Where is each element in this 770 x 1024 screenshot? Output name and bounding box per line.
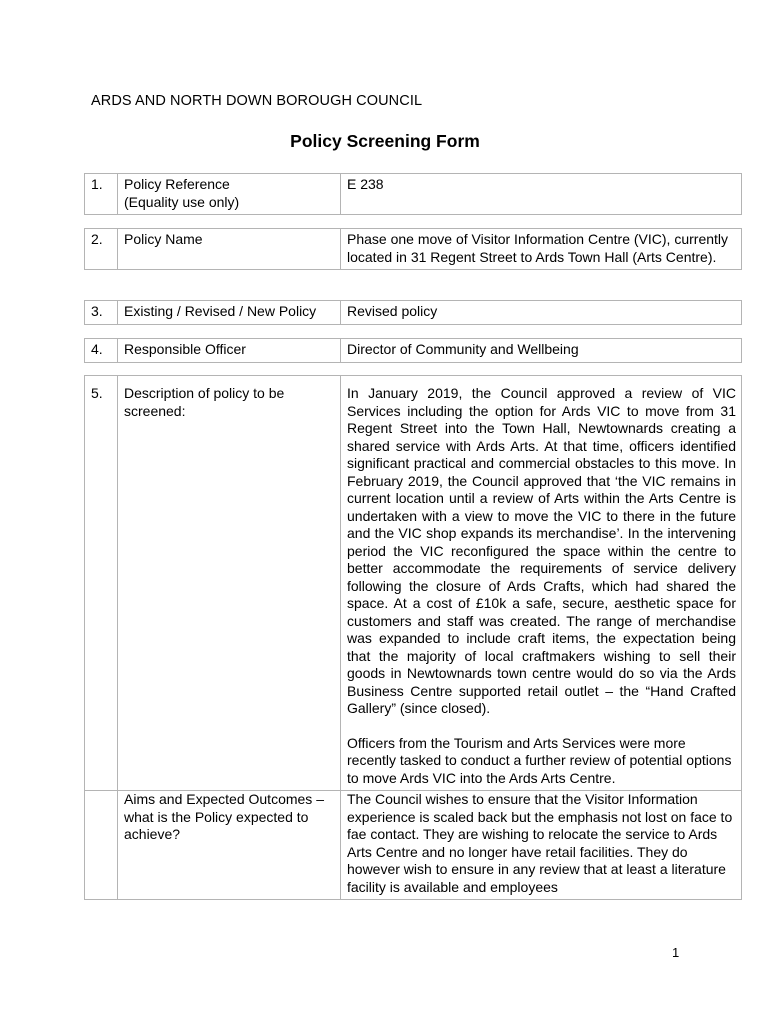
row-value: Phase one move of Visitor Information Centre (VIC), currently located in 31 Regent Street to Ards Town Hall (Arts Centre).	[341, 229, 742, 270]
row-label: Existing / Revised / New Policy	[118, 301, 341, 325]
row-value: Director of Community and Wellbeing	[341, 339, 742, 363]
row-label: Policy Name	[118, 229, 341, 270]
row-number: 1.	[85, 174, 118, 215]
row-number: 2.	[85, 229, 118, 270]
row-label: Responsible Officer	[118, 339, 341, 363]
description-paragraph: Officers from the Tourism and Arts Services were more recently tasked to conduct a further review of potential options to move Ards VIC into the Ards Arts Centre.	[347, 734, 732, 786]
row-value	[341, 376, 742, 791]
description-paragraph: In January 2019, the Council approved a review of VIC Services including the option for Ards VIC to move from 31 Regent Street into the Town Hall, Newtownards creating a shared service with Ards Arts. At that time, officers identified significant practical and commercial obstacles to this move. In February 2019, the Council approved that ‘the VIC remains in current location until a review of Arts within the Arts Centre is undertaken with a view to move the VIC to there in the future and the VIC shop expands its merchandise’. In the intervening period the VIC reconfigured the space within the centre to better accommodate the requirements of service delivery following the closure of Ards Crafts, which had shared the space. At a cost of £10k a safe, secure, aesthetic space for customers and staff was created. The range of merchandise was expanded to include craft items, the expectation being that the majority of local craftmakers wishing to sell their goods in Newtownards town centre would do so via the Ards Business Centre supported retail outlet – the “Hand Crafted Gallery” (since closed).	[347, 385, 736, 716]
page-number: 1	[672, 945, 680, 960]
label-line: Policy Reference	[124, 176, 230, 192]
row-policy-reference	[84, 173, 742, 215]
row-value: The Council wishes to ensure that the Visitor Information experience is scaled back but the emphasis not lost on face to fae contact. They are wishing to relocate the service to Ards Arts Centre and no longer have retail facilities. They do however wish to ensure in any review that at least a literature facility is available and employees	[341, 791, 742, 900]
row-policy-name	[84, 228, 742, 270]
row-number: 3.	[85, 301, 118, 325]
row-label: Aims and Expected Outcomes – what is the Policy expected to achieve?	[118, 791, 341, 900]
paragraph-gap	[347, 718, 736, 735]
row-policy-status	[84, 300, 742, 325]
row-value: Revised policy	[341, 301, 742, 325]
label-line: (Equality use only)	[124, 193, 240, 210]
row-number-empty	[85, 791, 118, 900]
row-label	[118, 174, 341, 215]
organisation-name: ARDS AND NORTH DOWN BOROUGH COUNCIL	[91, 93, 423, 109]
row-value: E 238	[341, 174, 742, 215]
row-number: 4.	[85, 339, 118, 363]
form-title: Policy Screening Form	[290, 131, 480, 151]
row-responsible-officer	[84, 338, 742, 363]
row-label: Description of policy to be screened:	[118, 376, 341, 791]
row-number: 5.	[85, 376, 118, 791]
row-description	[84, 375, 742, 900]
